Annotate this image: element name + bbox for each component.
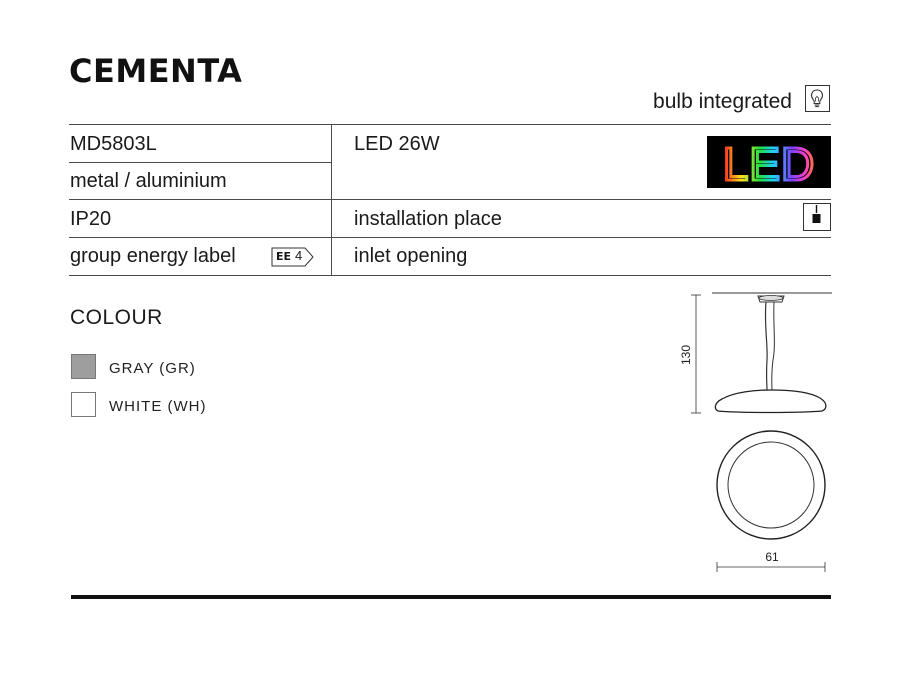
installation-place-label: installation place	[354, 208, 502, 230]
energy-class-badge	[271, 247, 315, 272]
technical-drawing	[670, 285, 840, 580]
lamp-top-view-inner	[728, 442, 814, 528]
energy-badge-prefix: EE	[276, 250, 292, 263]
ceiling-mount-icon	[803, 203, 831, 231]
material-value: metal / aluminium	[70, 170, 227, 192]
colour-label-gray: GRAY (GR)	[109, 360, 196, 377]
product-code: MD5803L	[70, 133, 157, 155]
led-badge-text: LED	[722, 138, 816, 188]
energy-label-text: group energy label	[70, 245, 236, 267]
table-rule	[69, 162, 331, 163]
table-column-divider	[331, 124, 332, 275]
table-rule	[69, 237, 831, 238]
table-top-rule	[69, 124, 831, 125]
lamp-shade-side	[715, 390, 826, 413]
height-dimension-label: 130	[679, 344, 693, 366]
suspension-cable	[772, 302, 775, 391]
bulb-integrated-label: bulb integrated	[653, 90, 792, 113]
energy-badge-value: 4	[295, 248, 303, 263]
colour-heading: COLOUR	[70, 306, 163, 329]
lightbulb-icon	[805, 85, 830, 112]
colour-swatch-white	[71, 392, 96, 417]
inlet-opening-label: inlet opening	[354, 245, 468, 267]
suspension-cable	[765, 302, 767, 391]
colour-label-white: WHITE (WH)	[109, 398, 207, 415]
table-bottom-rule	[69, 275, 831, 276]
product-title: CEMENTA	[69, 52, 243, 90]
colour-swatch-gray	[71, 354, 96, 379]
width-dimension-label: 61	[765, 550, 779, 564]
power-value: LED 26W	[354, 133, 440, 155]
led-badge	[707, 136, 831, 188]
ip-rating: IP20	[70, 208, 112, 230]
table-rule	[69, 199, 831, 200]
footer-rule	[71, 595, 831, 599]
